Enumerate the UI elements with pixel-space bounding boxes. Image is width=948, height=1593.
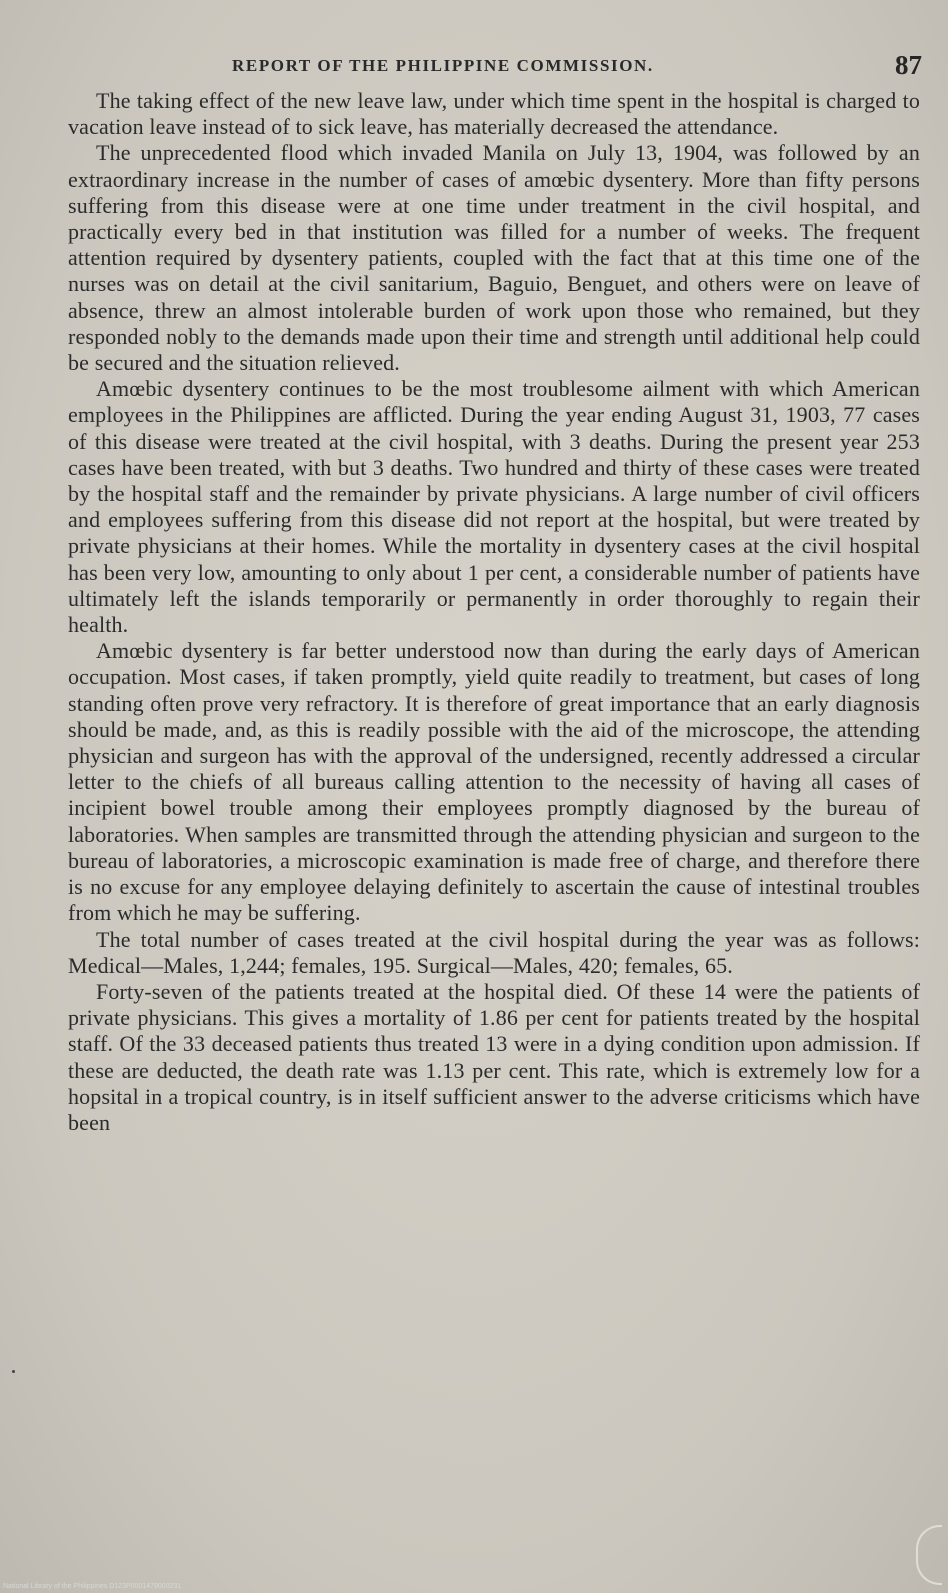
paragraph-diagnosis: Amœbic dysentery is far better understood now than during the early days of American occupation. Most cases, if taken promptly, yield quite readily to treatment, but cases of long standing often prove very refractory. It is therefore of great importance that an early diagnosis should be made, and, as this is readily possible with the aid of the microscope, the attending physician and surgeon has with the approval of the undersigned, recently addressed a circular letter to the chiefs of all bureaus calling attention to the necessity of having all cases of incipient bowel trouble among their employees promptly diagnosed by the bureau of laboratories. When samples are transmitted through the attending physician and surgeon to the bureau of laboratories, a microscopic examination is made free of charge, and therefore there is no excuse for any employee delaying definitely to ascertain the cause of intestinal troubles from which he may be suffering. <box>68 638 920 926</box>
paragraph-flood: The unprecedented flood which invaded Manila on July 13, 1904, was followed by an extraordinary increase in the number of cases of amœbic dysentery. More than fifty persons suffering from this disease were at one time under treatment in the civil hospital, and practically every bed in that institution was filled for a number of weeks. The frequent attention required by dysentery patients, coupled with the fact that at this time one of the nurses was on detail at the civil sanitarium, Baguio, Benguet, and others were on leave of absence, threw an almost intolerable burden of work upon those who remained, but they responded nobly to the demands made upon their time and strength until additional help could be secured and the situation relieved. <box>68 140 920 376</box>
paragraph-leave-law: The taking effect of the new leave law, under which time spent in the hospital is charged to vacation leave instead of to sick leave, has materially decreased the attendance. <box>68 88 920 140</box>
margin-dot <box>12 1370 15 1373</box>
page-number: 87 <box>895 50 922 80</box>
body-text <box>68 88 920 1136</box>
scan-source-caption: National Library of the Philippines D123P0001479000231 <box>3 1583 182 1590</box>
running-title: REPORT OF THE PHILIPPINE COMMISSION. <box>232 56 654 75</box>
paragraph-dysentery-cases: Amœbic dysentery continues to be the most troublesome ailment with which American employees in the Philippines are afflicted. During the year ending August 31, 1903, 77 cases of this disease were treated at the civil hospital, with 3 deaths. During the present year 253 cases have been treated, with but 3 deaths. Two hundred and thirty of these cases were treated by the hospital staff and the remainder by private physicians. A large number of civil officers and employees suffering from this disease did not report at the hospital, but were treated by private physicians at their homes. While the mortality in dysentery cases at the civil hospital has been very low, amounting to only about 1 per cent, a considerable number of patients have ultimately left the islands temporarily or permanently in order thoroughly to regain their health. <box>68 376 920 638</box>
paragraph-total-cases: The total number of cases treated at the civil hospital during the year was as follows: Medical—Males, 1,244; females, 195. Surgical—Males, 420; females, 65. <box>68 926 920 978</box>
page-header <box>72 50 922 84</box>
paragraph-mortality: Forty-seven of the patients treated at the hospital died. Of these 14 were the patients of private physicians. This gives a mortality of 1.86 per cent for patients treated by the hospital staff. Of the 33 deceased patients thus treated 13 were in a dying condition upon admission. If these are deducted, the death rate was 1.13 per cent. This rate, which is extremely low for a hopsital in a tropical country, is in itself sufficient answer to the adverse criticisms which have been <box>68 978 920 1135</box>
page-edge-curl <box>916 1525 942 1585</box>
